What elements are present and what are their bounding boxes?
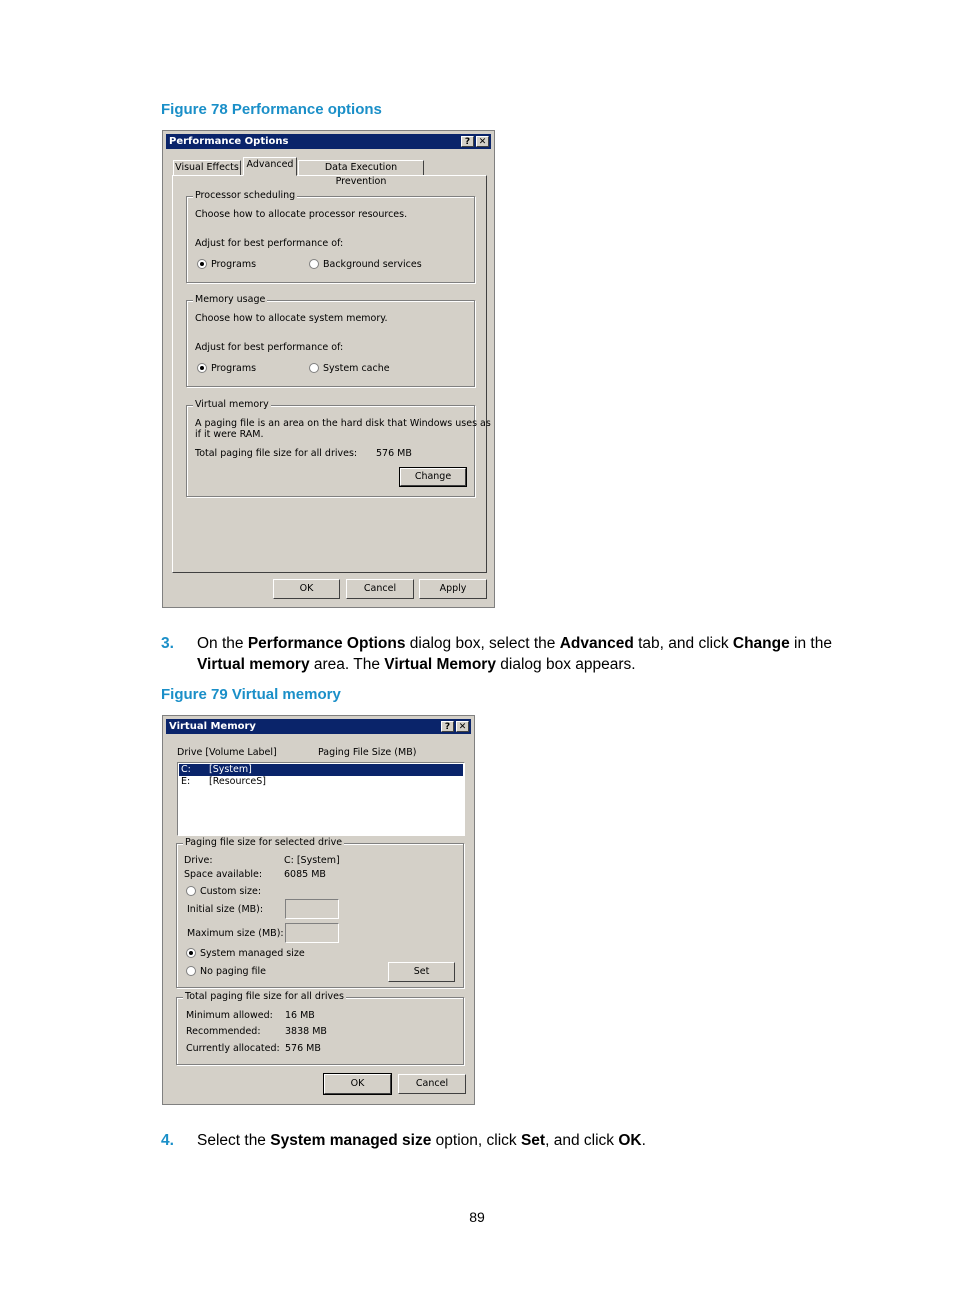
vm-close-button[interactable]: ✕ bbox=[456, 721, 469, 732]
virtual-memory-legend: Virtual memory bbox=[195, 399, 269, 410]
paging-size-column-header: Paging File Size (MB) bbox=[318, 747, 417, 758]
tab-advanced[interactable]: Advanced bbox=[243, 157, 297, 176]
memory-description: Choose how to allocate system memory. bbox=[195, 313, 388, 324]
selected-drive-group bbox=[176, 837, 464, 988]
recommended-label: Recommended: bbox=[186, 1026, 261, 1037]
cancel-button[interactable]: Cancel bbox=[346, 579, 414, 599]
drive-column-header: Drive [Volume Label] bbox=[177, 747, 277, 758]
no-paging-file-label: No paging file bbox=[200, 966, 266, 977]
recommended-value: 3838 MB bbox=[285, 1026, 327, 1037]
figure-79-caption: Figure 79 Virtual memory bbox=[161, 686, 341, 703]
currently-allocated-value: 576 MB bbox=[285, 1043, 321, 1054]
change-button[interactable]: Change bbox=[400, 468, 466, 486]
total-paging-label: Total paging file size for all drives: bbox=[195, 448, 358, 459]
minimum-allowed-value: 16 MB bbox=[285, 1010, 315, 1021]
tab-data-execution-prevention[interactable]: Data Execution Prevention bbox=[298, 160, 424, 176]
drive-value: C: [System] bbox=[284, 855, 340, 866]
performance-options-dialog bbox=[162, 130, 495, 608]
close-button[interactable]: ✕ bbox=[476, 136, 489, 147]
apply-button[interactable]: Apply bbox=[419, 579, 487, 599]
vm-help-button[interactable]: ? bbox=[441, 721, 454, 732]
system-managed-size-radio[interactable] bbox=[186, 948, 196, 958]
space-available-value: 6085 MB bbox=[284, 869, 326, 880]
vm-cancel-button[interactable]: Cancel bbox=[398, 1074, 466, 1094]
drive-label: Drive: bbox=[184, 855, 213, 866]
processor-scheduling-legend: Processor scheduling bbox=[195, 190, 296, 201]
dialog-title: Performance Options bbox=[169, 136, 289, 147]
memory-programs-radio[interactable] bbox=[197, 363, 207, 373]
page-number: 89 bbox=[469, 1209, 485, 1225]
memory-usage-legend: Memory usage bbox=[195, 294, 266, 305]
drive-list-row[interactable]: E: [ResourceS] bbox=[181, 776, 267, 787]
figure-78-caption: Figure 78 Performance options bbox=[161, 101, 382, 118]
selected-drive-legend: Paging file size for selected drive bbox=[185, 837, 343, 848]
help-button[interactable]: ? bbox=[461, 136, 474, 147]
background-services-label: Background services bbox=[323, 259, 422, 270]
vm-ok-button[interactable]: OK bbox=[324, 1074, 391, 1094]
initial-size-label: Initial size (MB): bbox=[187, 904, 264, 915]
programs-radio-label: Programs bbox=[211, 259, 257, 270]
custom-size-label: Custom size: bbox=[200, 886, 262, 897]
vm-dialog-titlebar bbox=[166, 719, 471, 734]
maximum-size-input[interactable] bbox=[285, 923, 339, 943]
virtual-memory-dialog bbox=[162, 715, 475, 1105]
custom-size-radio[interactable] bbox=[186, 886, 196, 896]
step-4 bbox=[161, 1130, 881, 1151]
set-button[interactable]: Set bbox=[388, 962, 455, 982]
space-available-label: Space available: bbox=[184, 869, 263, 880]
memory-programs-label: Programs bbox=[211, 363, 257, 374]
initial-size-input[interactable] bbox=[285, 899, 339, 919]
step-3 bbox=[161, 633, 881, 675]
minimum-allowed-label: Minimum allowed: bbox=[186, 1010, 273, 1021]
step-4-number: 4. bbox=[161, 1132, 174, 1149]
step-3-number: 3. bbox=[161, 635, 174, 652]
no-paging-file-radio[interactable] bbox=[186, 966, 196, 976]
system-cache-radio[interactable] bbox=[309, 363, 319, 373]
ok-button[interactable]: OK bbox=[273, 579, 340, 599]
virtual-memory-group bbox=[186, 399, 491, 497]
step-4-text: Select the System managed size option, click Set, and click OK. bbox=[197, 1132, 646, 1149]
advanced-tab-panel bbox=[172, 175, 491, 573]
memory-adjust-label: Adjust for best performance of: bbox=[195, 342, 344, 353]
processor-description: Choose how to allocate processor resources. bbox=[195, 209, 408, 220]
vm-dialog-title: Virtual Memory bbox=[169, 721, 256, 732]
processor-scheduling-group bbox=[186, 190, 475, 283]
currently-allocated-label: Currently allocated: bbox=[186, 1043, 280, 1054]
maximum-size-label: Maximum size (MB): bbox=[187, 928, 284, 939]
total-paging-group bbox=[176, 991, 464, 1065]
tab-visual-effects[interactable]: Visual Effects bbox=[173, 160, 241, 176]
dialog-titlebar bbox=[166, 134, 491, 149]
total-paging-value: 576 MB bbox=[376, 448, 412, 459]
drive-list-row[interactable]: C: [System] bbox=[179, 764, 463, 776]
virtual-memory-description-1: A paging file is an area on the hard disk that Windows uses as bbox=[195, 418, 491, 429]
system-cache-label: System cache bbox=[323, 363, 390, 374]
system-managed-size-label: System managed size bbox=[200, 948, 305, 959]
programs-radio[interactable] bbox=[197, 259, 207, 269]
drive-list[interactable] bbox=[177, 762, 465, 836]
background-services-radio[interactable] bbox=[309, 259, 319, 269]
processor-adjust-label: Adjust for best performance of: bbox=[195, 238, 344, 249]
virtual-memory-description-2: if it were RAM. bbox=[195, 429, 264, 440]
step-3-text: On the Performance Options dialog box, select the Advanced tab, and click Change in the Virtual memory area. The Virtual Memory dialog box appears. bbox=[197, 635, 832, 673]
total-paging-legend: Total paging file size for all drives bbox=[185, 991, 344, 1002]
memory-usage-group bbox=[186, 294, 475, 387]
